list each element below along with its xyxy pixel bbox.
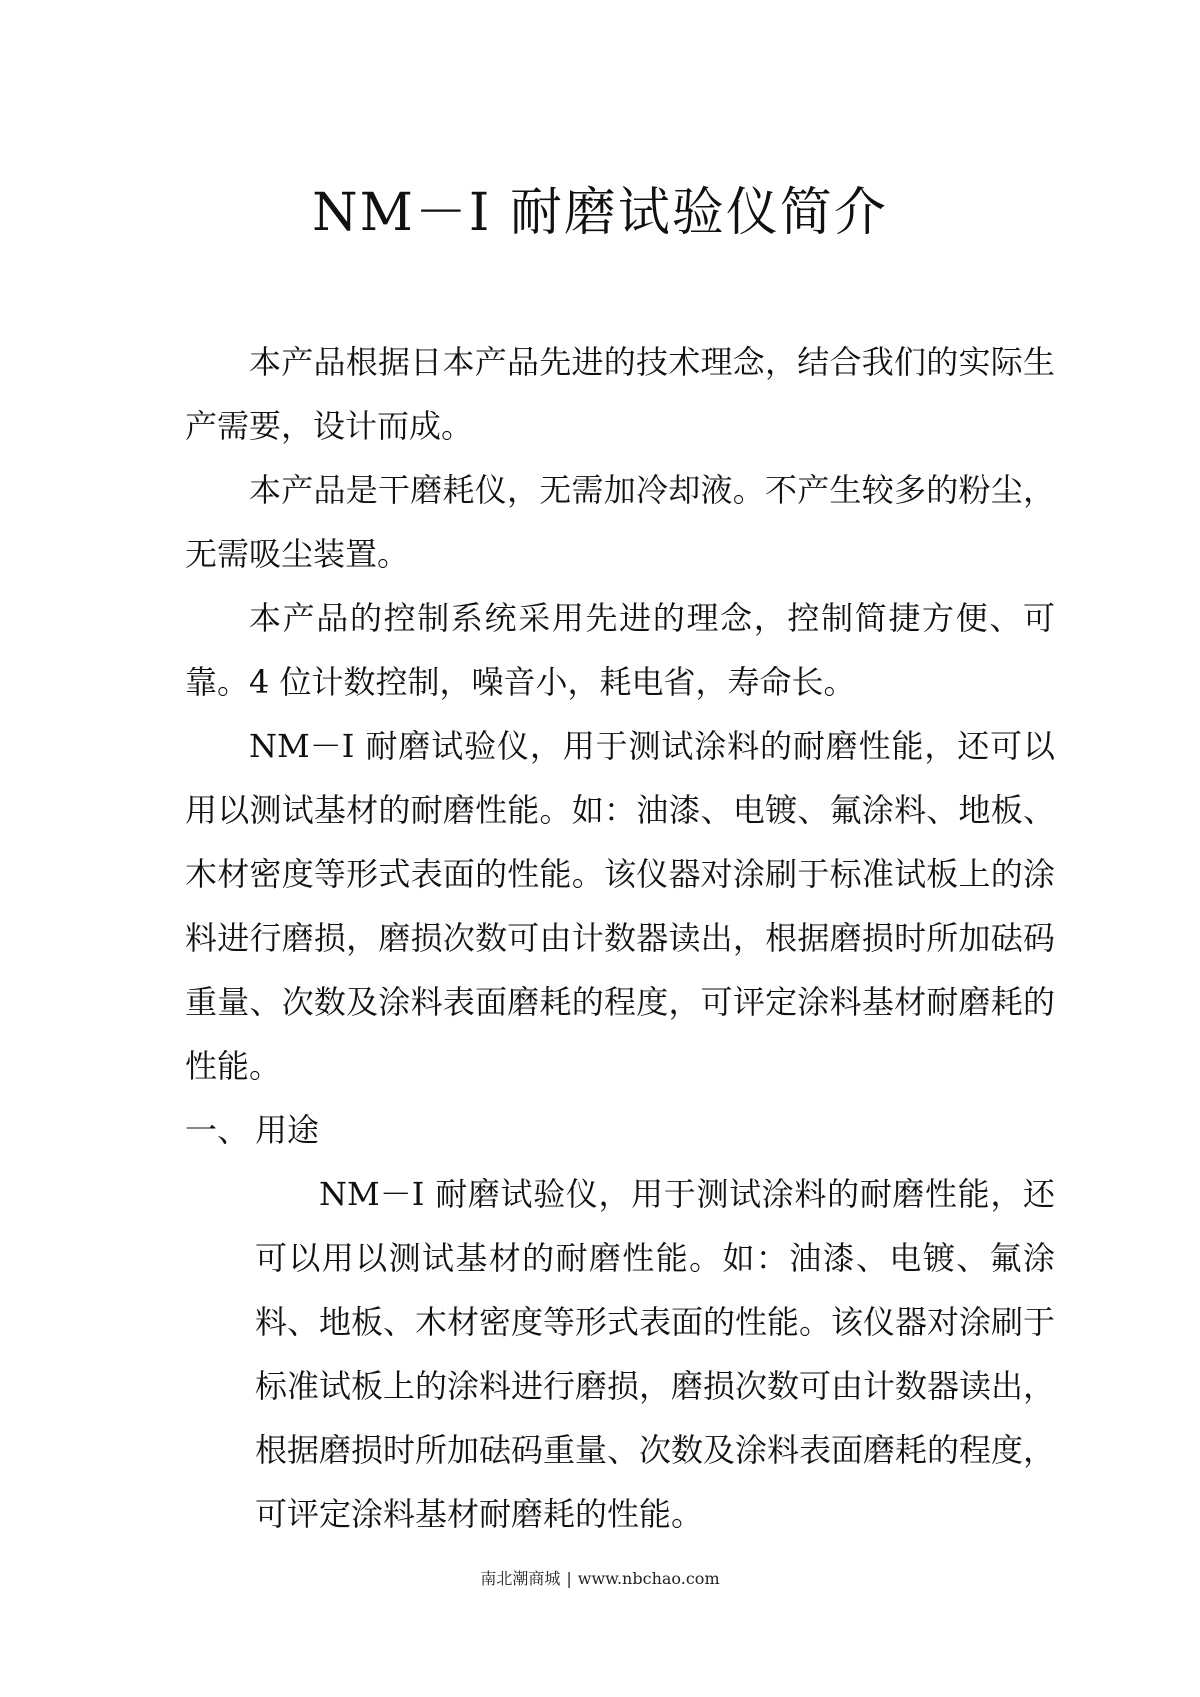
- section-heading: [185, 1098, 1055, 1162]
- page-title: NM－I 耐磨试验仪简介: [312, 183, 888, 243]
- footer-url[interactable]: www.nbchao.com: [577, 1569, 720, 1588]
- paragraph-3: 本产品的控制系统采用先进的理念，控制简捷方便、可靠。4 位计数控制，噪音小，耗电省，寿命长。: [185, 599, 1055, 701]
- section-title: 用途: [255, 1111, 320, 1149]
- paragraph-2: 本产品是干磨耗仪，无需加冷却液。不产生较多的粉尘，无需吸尘装置。: [185, 471, 1055, 573]
- section-number: 一、: [185, 1111, 250, 1149]
- footer-separator: |: [566, 1569, 572, 1588]
- document-body: [185, 330, 1055, 1546]
- page-footer: [0, 1568, 1200, 1590]
- footer-site-name: 南北潮商城: [480, 1569, 561, 1588]
- paragraph-4: NM－I 耐磨试验仪，用于测试涂料的耐磨性能，还可以用以测试基材的耐磨性能。如：油漆、电镀、氟涂料、地板、木材密度等形式表面的性能。该仪器对涂刷于标准试板上的涂料进行磨损，磨损次数可由计数器读出，根据磨损时所加砝码重量、次数及涂料表面磨耗的程度，可评定涂料基材耐磨耗的性能。: [185, 727, 1055, 1085]
- section-paragraph: NM－I 耐磨试验仪，用于测试涂料的耐磨性能，还可以用以测试基材的耐磨性能。如：油漆、电镀、氟涂料、地板、木材密度等形式表面的性能。该仪器对涂刷于标准试板上的涂料进行磨损，磨损次数可由计数器读出，根据磨损时所加砝码重量、次数及涂料表面磨耗的程度，可评定涂料基材耐磨耗的性能。: [255, 1175, 1056, 1533]
- paragraph-1: 本产品根据日本产品先进的技术理念，结合我们的实际生产需要，设计而成。: [185, 343, 1055, 445]
